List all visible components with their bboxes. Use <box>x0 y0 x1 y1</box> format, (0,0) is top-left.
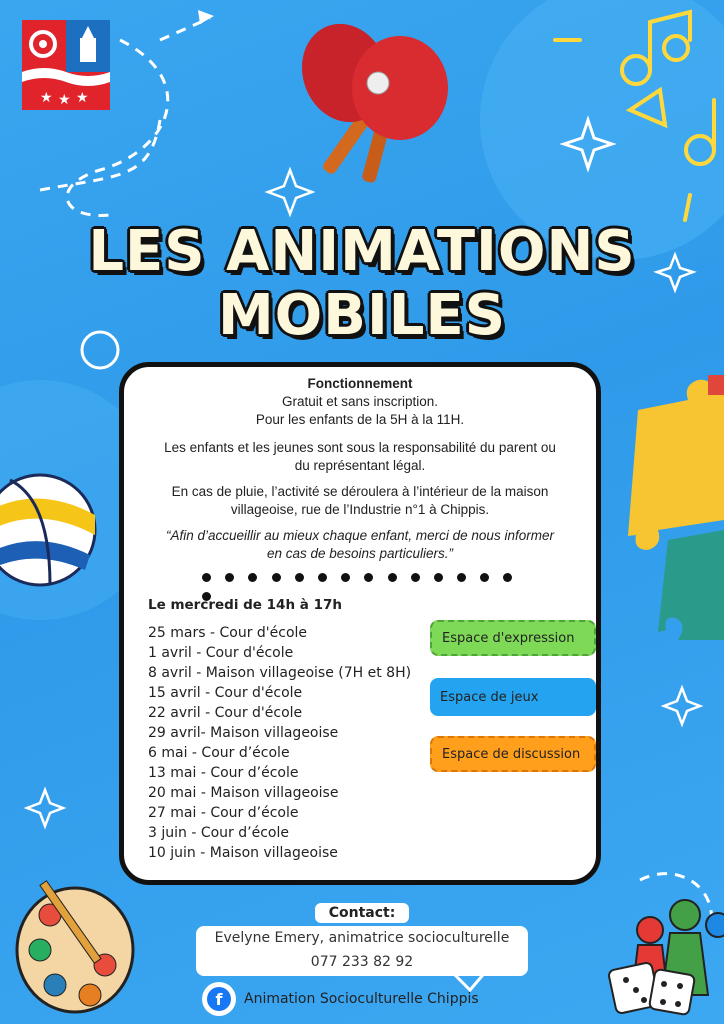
card-line-free: Gratuit et sans inscription. <box>281 394 439 409</box>
svg-text:★: ★ <box>58 92 71 108</box>
tag-espace-expression: Espace d'expression <box>430 620 596 656</box>
schedule-heading: Le mercredi de 14h à 17h <box>148 597 342 613</box>
ping-pong-paddles-icon <box>300 18 460 188</box>
schedule-item: 20 mai - Maison villageoise <box>148 785 339 801</box>
card-heading: Fonctionnement <box>307 376 413 391</box>
palette-icon <box>10 870 150 1020</box>
schedule-item: 3 juin - Cour d’école <box>148 825 289 841</box>
schedule-item: 1 avril - Cour d'école <box>148 645 294 661</box>
contact-phone[interactable]: 077 233 82 92 <box>310 954 414 970</box>
schedule-item: 29 avril- Maison villageoise <box>148 725 339 741</box>
schedule-list <box>148 623 411 863</box>
card-para1-a: Les enfants et les jeunes sont sous la responsabilité du parent ou <box>164 440 556 455</box>
contact-heading-label: Contact: <box>315 903 410 923</box>
contact-box <box>196 926 528 976</box>
schedule-item: 6 mai - Cour d’école <box>148 745 290 761</box>
title-line-2: MOBILES <box>217 283 507 348</box>
tag-espace-jeux: Espace de jeux <box>430 678 596 716</box>
dice-icon <box>608 958 698 1024</box>
schedule-item: 13 mai - Cour d’école <box>148 765 299 781</box>
schedule-item: 27 mai - Cour d’école <box>148 805 299 821</box>
card-quote-a: “Afin d’accueillir au mieux chaque enfant, merci de nous informer <box>166 528 554 543</box>
card-line-ages: Pour les enfants de la 5H à la 11H. <box>255 412 465 427</box>
schedule-item: 15 avril - Cour d'école <box>148 685 303 701</box>
facebook-page-name[interactable]: Animation Socioculturelle Chippis <box>244 991 479 1007</box>
schedule-item: 22 avril - Cour d'école <box>148 705 303 721</box>
tag-espace-discussion: Espace de discussion <box>430 736 596 772</box>
card-para1-b: du représentant légal. <box>294 458 426 473</box>
crest-logo <box>22 20 110 110</box>
svg-text:★: ★ <box>40 90 53 106</box>
contact-name: Evelyne Emery, animatrice socioculturelle <box>214 930 510 946</box>
page-title <box>0 220 724 348</box>
facebook-icon[interactable]: f <box>202 982 236 1016</box>
schedule-item: 8 avril - Maison villageoise (7H et 8H) <box>148 665 412 681</box>
puzzle-icon <box>628 370 724 640</box>
schedule-item: 25 mars - Cour d'école <box>148 625 308 641</box>
dot-divider <box>202 567 532 581</box>
contact-heading <box>0 905 724 921</box>
volleyball-icon <box>0 455 105 605</box>
title-line-1: LES ANIMATIONS <box>88 219 636 284</box>
card-quote-b: en cas de besoins particuliers.” <box>266 546 454 561</box>
card-para2-b: villageoise, rue de l’Industrie n°1 à Chippis. <box>230 502 490 517</box>
facebook-link[interactable] <box>202 982 479 1016</box>
svg-text:★: ★ <box>76 90 89 106</box>
card-para2-a: En cas de pluie, l’activité se déroulera à l’intérieur de la maison <box>171 484 549 499</box>
schedule-item: 10 juin - Maison villageoise <box>148 845 338 861</box>
